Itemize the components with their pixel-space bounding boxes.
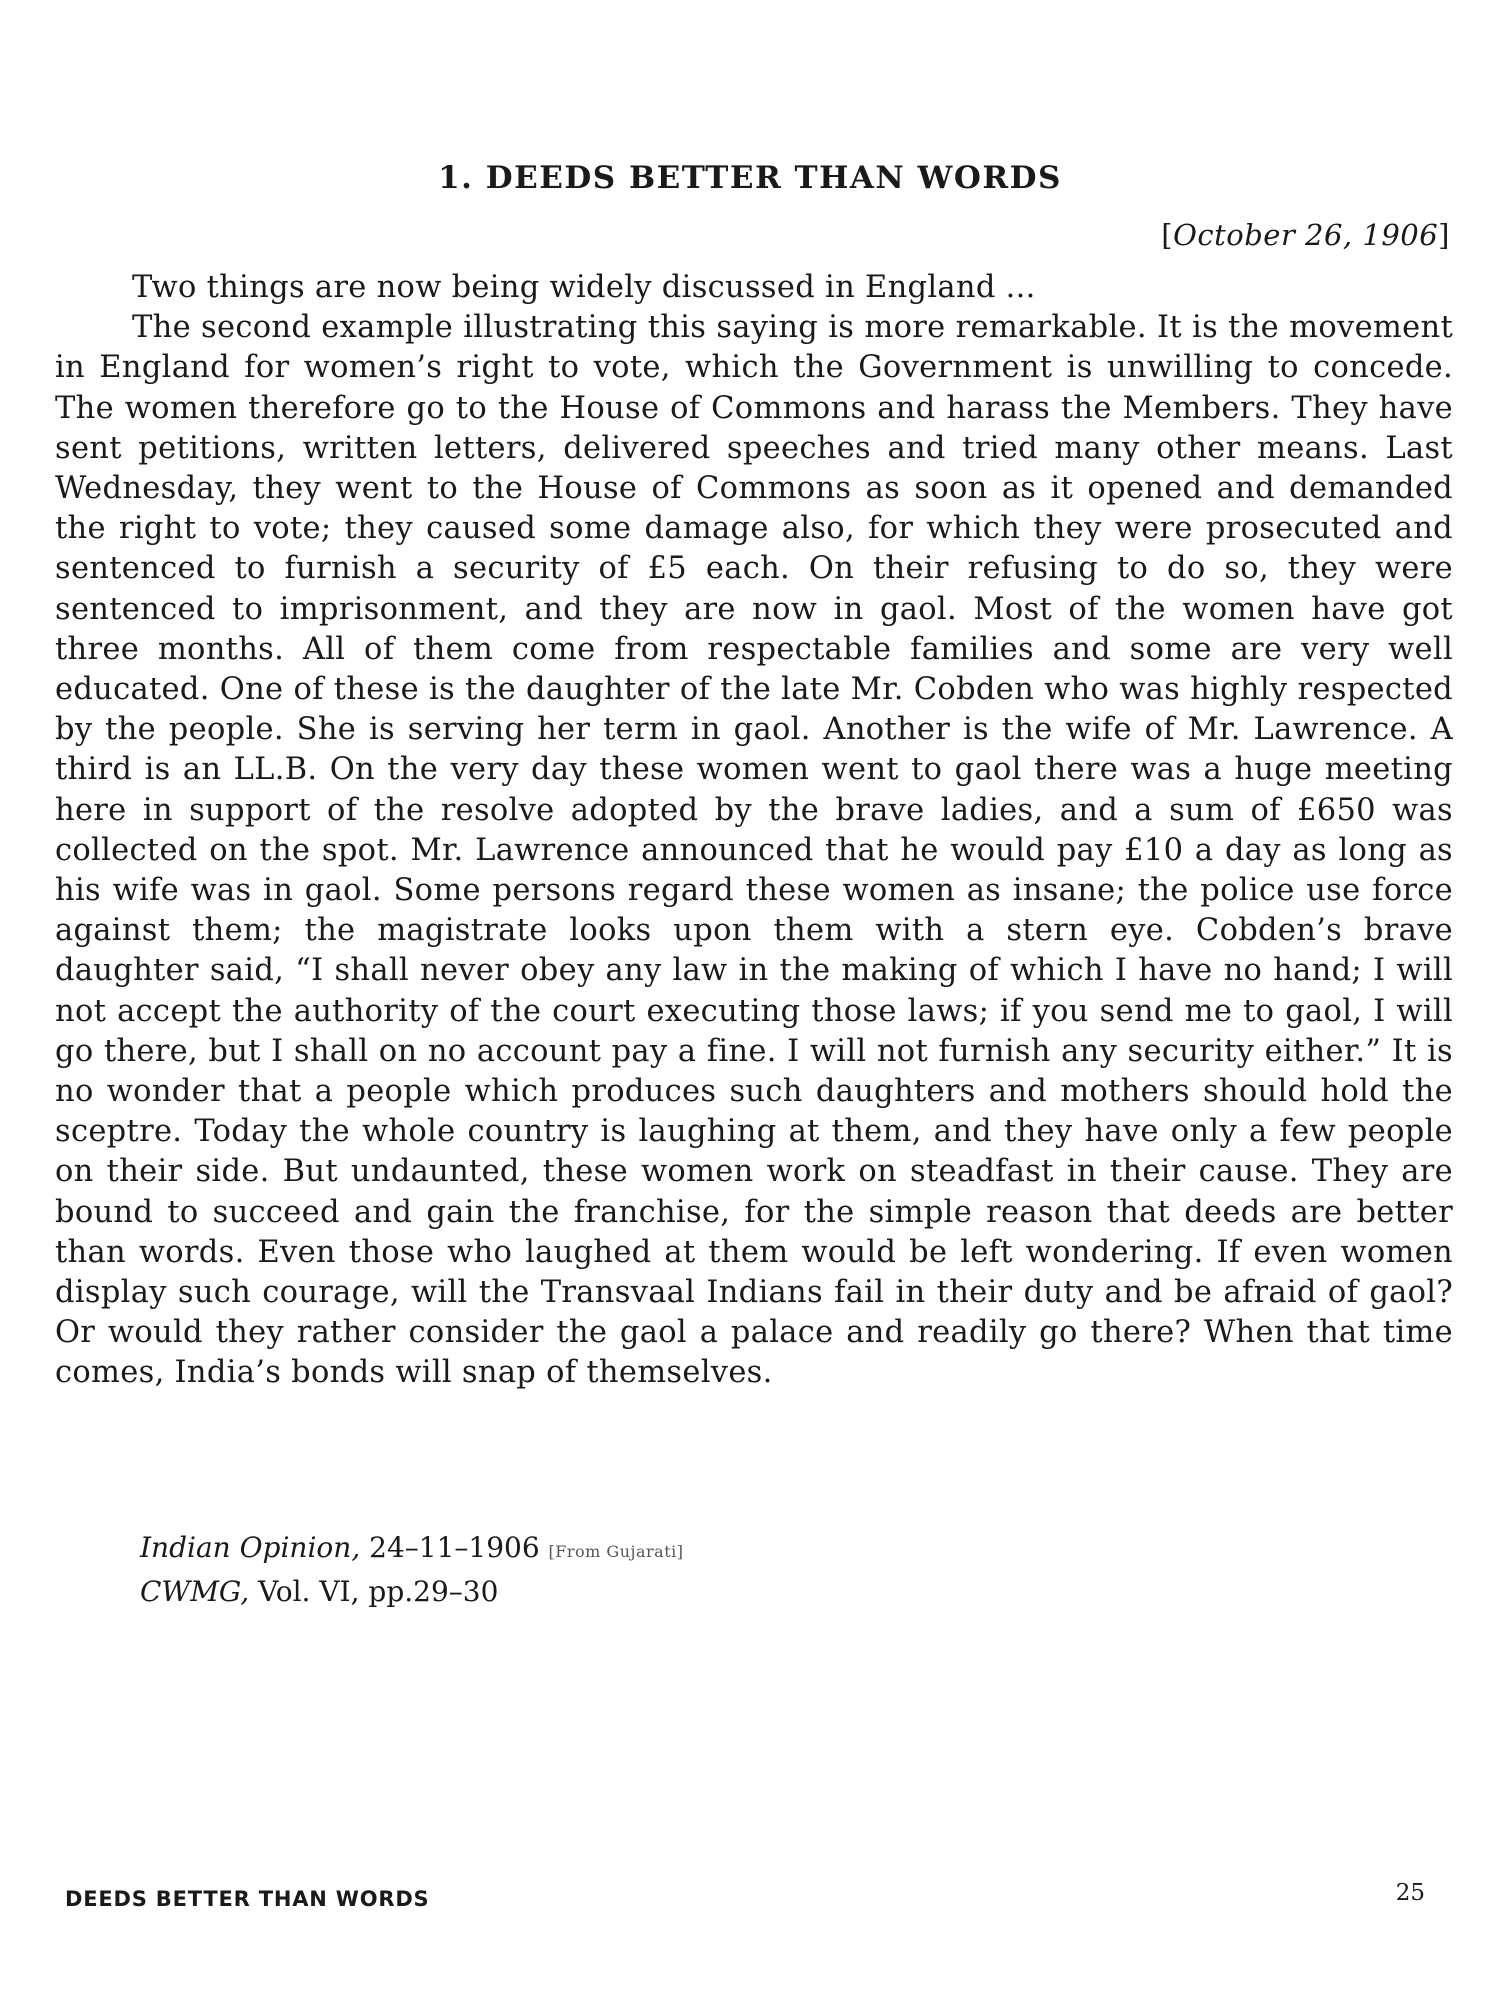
article-date <box>1161 218 1450 252</box>
source-citation <box>140 1528 684 1612</box>
paragraph-intro: Two things are now being widely discussed in England ... <box>132 270 1036 305</box>
article-body <box>55 268 1453 1394</box>
running-footer-title: DEEDS BETTER THAN WORDS <box>65 1887 430 1911</box>
date-text: October 26, 1906 <box>1173 218 1439 252</box>
citation-publication: Indian Opinion, <box>140 1531 361 1564</box>
citation-note: [From Gujarati] <box>548 1542 684 1561</box>
citation-volume: Vol. VI, pp.29–30 <box>258 1575 499 1608</box>
date-close-bracket: ] <box>1438 218 1450 252</box>
citation-date: 24–11–1906 <box>369 1531 540 1564</box>
citation-collection: CWMG, <box>140 1575 250 1608</box>
page-title: 1. DEEDS BETTER THAN WORDS <box>438 160 1062 196</box>
citation-line-1 <box>140 1528 684 1572</box>
citation-line-2 <box>140 1572 684 1612</box>
date-open-bracket: [ <box>1161 218 1174 252</box>
page-number: 25 <box>1395 1880 1425 1906</box>
paragraph-main: The second example illustrating this saying is more remarkable. It is the movement in England for women’s right to vote, which the Government is unwilling to concede. The women therefore go to the House of Commons and harass the Members. They have sent petitions, written letters, delivered speeches and tried many other means. Last Wednesday, they went to the House of Commons as soon as it opened and demanded the right to vote; they caused some damage also, for which they were prosecuted and sentenced to furnish a security of £5 each. On their refusing to do so, they were sentenced to imprisonment, and they are now in gaol. Most of the women have got three months. All of them come from respectable families and some are very well educated. One of these is the daughter of the late Mr. Cobden who was highly respected by the people. She is serving her term in gaol. Another is the wife of Mr. Lawrence. A third is an LL.B. On the very day these women went to gaol there was a huge meeting here in support of the resolve adopted by the brave ladies, and a sum of £650 was collected on the spot. Mr. Lawrence announced that he would pay £10 a day as long as his wife was in gaol. Some persons regard these women as insane; the police use force against them; the magistrate looks upon them with a stern eye. Cobden’s brave daughter said, “I shall never obey any law in the making of which I have no hand; I will not accept the authority of the court executing those laws; if you send me to gaol, I will go there, but I shall on no account pay a fine. I will not furnish any security either.” It is no wonder that a people which produces such daughters and mothers should hold the sceptre. Today the whole country is laughing at them, and they have only a few people on their side. But undaunted, these women work on steadfast in their cause. They are bound to succeed and gain the franchise, for the simple reason that deeds are better than words. Even those who laughed at them would be left wondering. If even women display such courage, will the Transvaal Indians fail in their duty and be afraid of gaol? Or would they rather consider the gaol a palace and readily go there? When that time comes, India’s bonds will snap of themselves. <box>55 310 1453 1391</box>
